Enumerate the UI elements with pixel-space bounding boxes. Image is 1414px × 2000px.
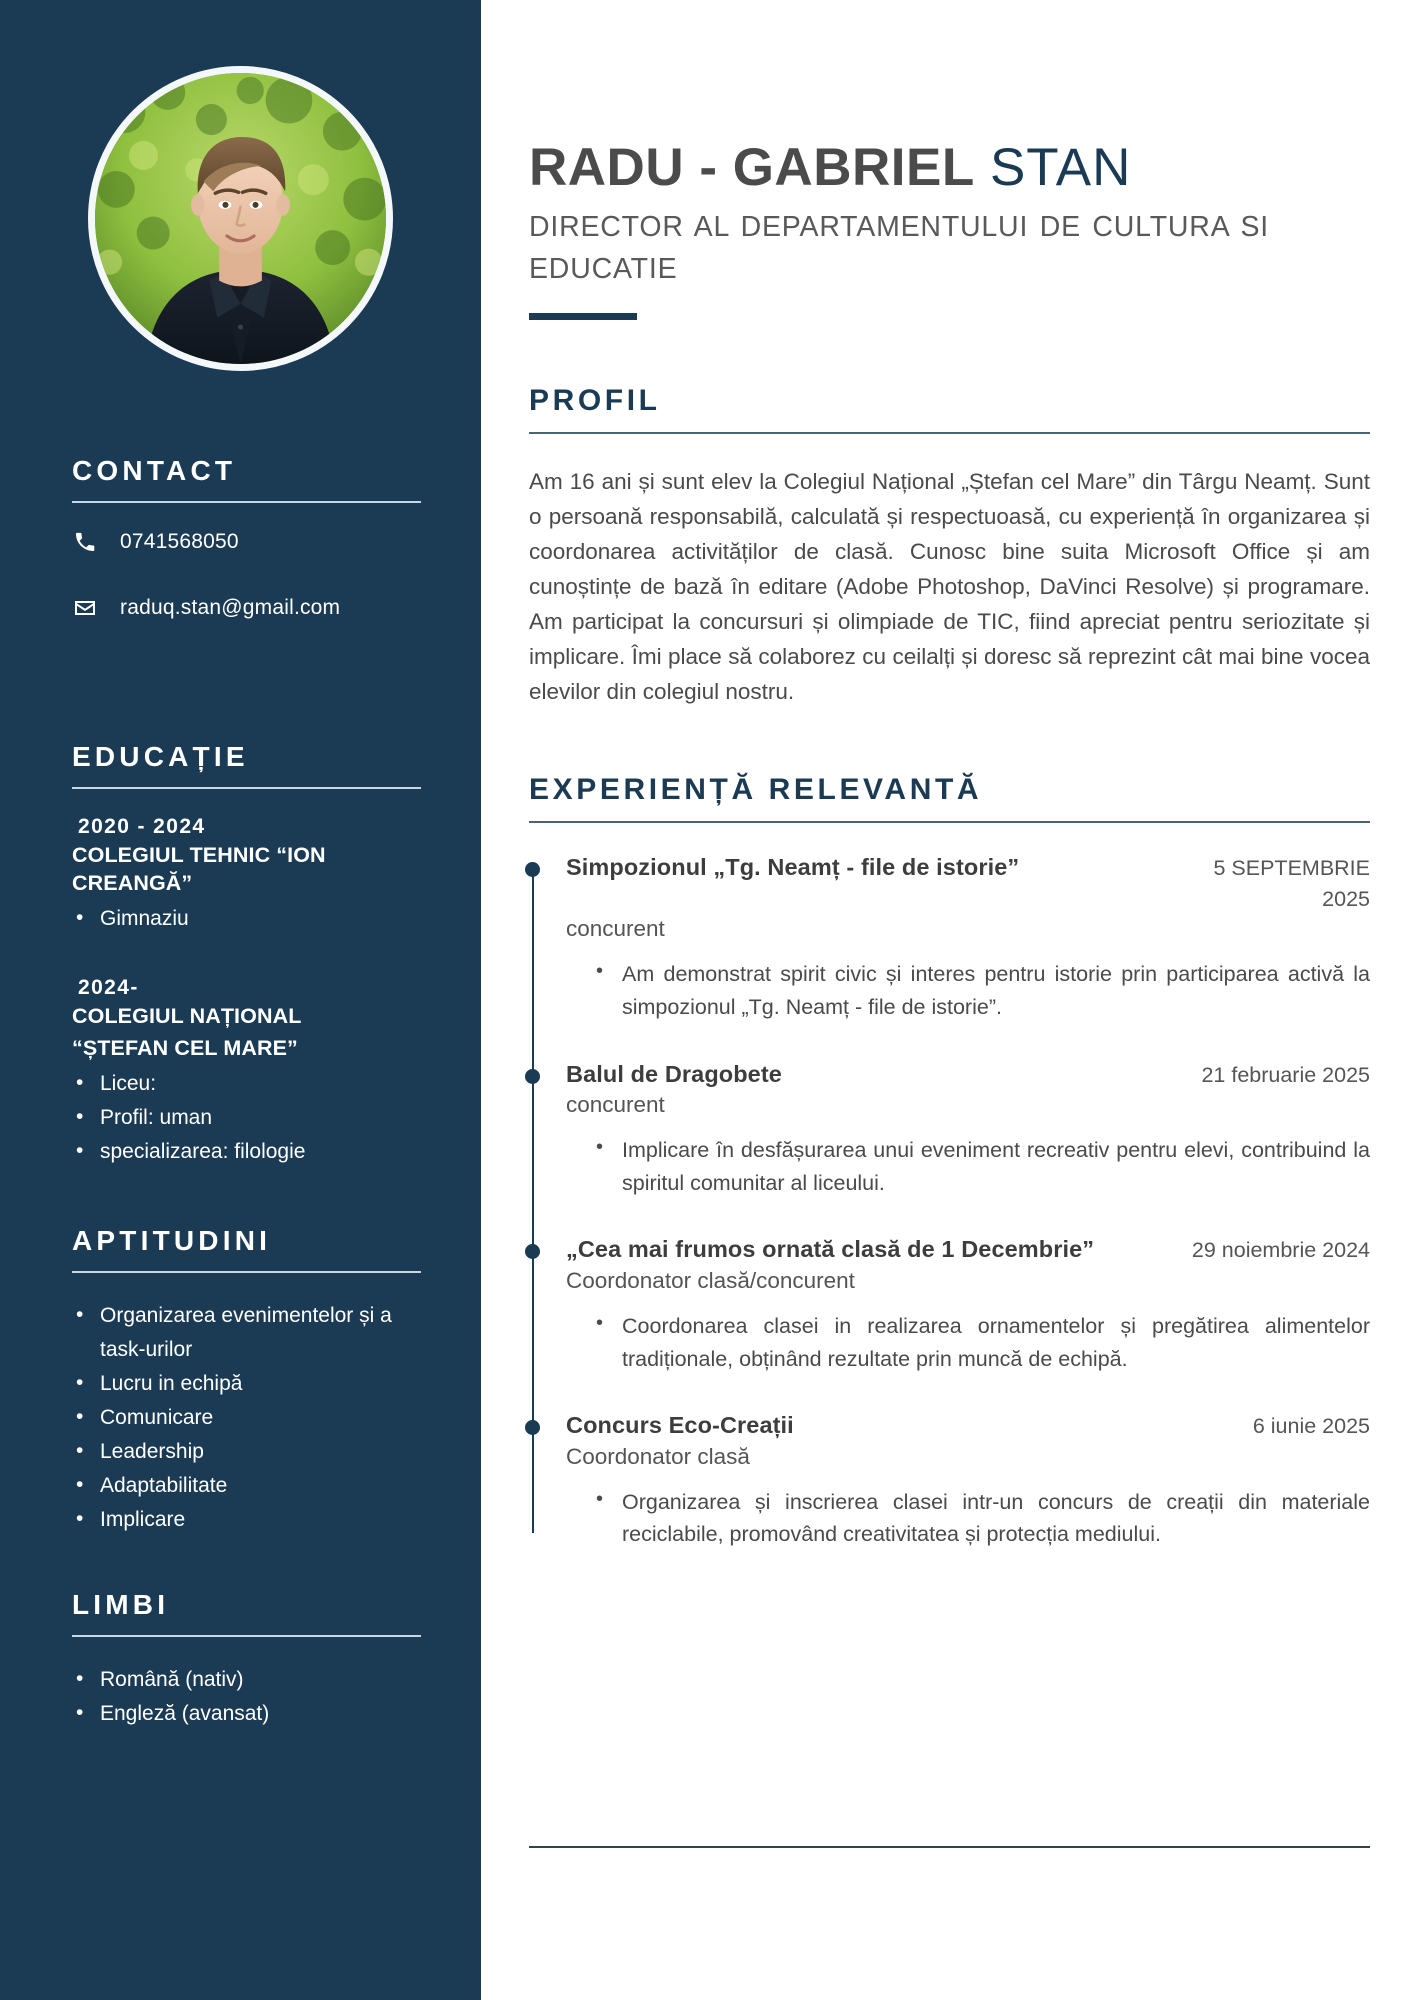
languages-heading: LIMBI bbox=[72, 1588, 170, 1620]
experience-role: concurent bbox=[566, 916, 665, 942]
spacer bbox=[0, 371, 481, 455]
spacer bbox=[0, 705, 481, 741]
list-item: • Comunicare bbox=[72, 1401, 421, 1435]
languages-list bbox=[72, 1663, 421, 1731]
experience-title: Simpozionul „Tg. Neamț - file de istorie” bbox=[566, 854, 1020, 881]
phone-icon bbox=[72, 529, 98, 555]
page-title bbox=[529, 140, 1370, 196]
timeline-dot-icon bbox=[525, 1069, 540, 1084]
list-item: • Lucru in echipă bbox=[72, 1367, 421, 1401]
experience-date: 5 SEPTEMBRIE 2025 bbox=[1213, 856, 1370, 911]
experience-item bbox=[566, 1411, 1370, 1551]
name-first: RADU - GABRIEL bbox=[529, 138, 975, 197]
experience-date: 29 noiembrie 2024 bbox=[1191, 1238, 1370, 1263]
profile-text: Am 16 ani și sunt elev la Colegiul Național „Ștefan cel Mare” din Târgu Neamț. Sunt o persoană responsabilă, calculată și respectuoasă, cu experiență în organizarea și coordonarea activităților de clasă. Cunosc bine suita Microsoft Office și am cunoștințe de bază în editare (Adobe Photoshop, DaVinci Resolve) și programare. Am participat la concursuri și olimpiade de TIC, fiind apreciat pentru seriozitate și implicare. Îmi place să colaborez cu ceilalți și doresc să reprezint cât mai bine vocea elevilor din colegiul nostru. bbox=[529, 468, 1370, 705]
experience-title: „Cea mai frumos ornată clasă de 1 Decembrie” bbox=[566, 1236, 1095, 1263]
education-date: 2024- bbox=[78, 975, 139, 999]
education-school-line2: “ȘTEFAN CEL MARE” bbox=[72, 1036, 298, 1061]
spacer bbox=[0, 1537, 481, 1589]
experience-heading: EXPERIENȚĂ RELEVANTĂ bbox=[529, 773, 983, 807]
skills-list bbox=[72, 1299, 421, 1537]
contact-heading: CONTACT bbox=[72, 455, 237, 486]
list-item: • Profil: uman bbox=[72, 1101, 421, 1135]
experience-item bbox=[566, 853, 1370, 1023]
contact-item-phone[interactable] bbox=[72, 529, 421, 555]
experience-role: concurent bbox=[566, 1092, 665, 1118]
contact-item-email[interactable] bbox=[72, 595, 421, 621]
profile-divider bbox=[529, 432, 1370, 434]
languages-divider bbox=[72, 1635, 421, 1637]
experience-title: Balul de Dragobete bbox=[566, 1060, 782, 1087]
list-item: • Liceu: bbox=[72, 1067, 421, 1101]
experience-date: 21 februarie 2025 bbox=[1201, 1062, 1370, 1087]
phone-value: 0741568050 bbox=[120, 530, 239, 553]
list-item: • Română (nativ) bbox=[72, 1663, 421, 1697]
experience-divider bbox=[529, 821, 1370, 823]
education-school: COLEGIUL TEHNIC “ION CREANGĂ” bbox=[72, 843, 326, 896]
experience-section bbox=[529, 773, 1370, 1551]
education-school-line1: COLEGIUL NAȚIONAL bbox=[72, 1003, 302, 1028]
experience-item bbox=[566, 1235, 1370, 1375]
main-column bbox=[481, 0, 1414, 2000]
contact-section bbox=[0, 455, 481, 621]
list-item: • Engleză (avansat) bbox=[72, 1697, 421, 1731]
email-value: raduq.stan@gmail.com bbox=[120, 596, 341, 619]
contact-divider bbox=[72, 501, 421, 503]
header-block bbox=[529, 0, 1370, 320]
avatar bbox=[88, 66, 393, 371]
languages-section bbox=[0, 1589, 481, 1731]
spacer bbox=[72, 940, 421, 976]
skills-section bbox=[0, 1225, 481, 1537]
list-item: • Gimnaziu bbox=[72, 902, 421, 936]
list-item: • specializarea: filologie bbox=[72, 1135, 421, 1169]
profile-heading: PROFIL bbox=[529, 383, 661, 417]
title-accent-bar bbox=[529, 313, 637, 320]
education-section bbox=[0, 741, 481, 1169]
email-icon bbox=[72, 595, 98, 621]
education-date: 2020 - 2024 bbox=[78, 815, 206, 838]
experience-bullets bbox=[566, 1134, 1370, 1199]
experience-bullets bbox=[566, 1310, 1370, 1375]
experience-header bbox=[566, 1060, 1370, 1091]
photo-container bbox=[0, 0, 481, 371]
experience-bullets bbox=[566, 1486, 1370, 1551]
education-divider bbox=[72, 787, 421, 789]
spacer bbox=[0, 1173, 481, 1225]
portrait-photo-icon bbox=[95, 73, 386, 364]
skills-divider bbox=[72, 1271, 421, 1273]
list-item: • Organizarea evenimentelor și a task-urilor bbox=[72, 1299, 421, 1367]
spacer bbox=[0, 621, 481, 705]
experience-role: Coordonator clasă bbox=[566, 1443, 750, 1469]
timeline-dot-icon bbox=[525, 862, 540, 877]
skills-heading: APTITUDINI bbox=[72, 1224, 272, 1256]
experience-role: Coordonator clasă/concurent bbox=[566, 1267, 855, 1293]
list-item: • Implicare în desfășurarea unui eveniment recreativ pentru elevi, contribuind la spiritul comunitar al liceului. bbox=[622, 1134, 1370, 1199]
job-title: DIRECTOR AL DEPARTAMENTULUI DE CULTURA SI EDUCATIE bbox=[529, 211, 1269, 286]
education-heading: EDUCAȚIE bbox=[72, 741, 249, 772]
profile-section bbox=[529, 384, 1370, 710]
experience-header bbox=[566, 1411, 1370, 1442]
timeline-dot-icon bbox=[525, 1420, 540, 1435]
list-item: • Coordonarea clasei in realizarea ornamentelor și pregătirea alimentelor tradiționale, obținând rezultate prin muncă de echipă. bbox=[622, 1310, 1370, 1375]
list-item: • Implicare bbox=[72, 1503, 421, 1537]
experience-header bbox=[566, 853, 1370, 914]
footer-divider bbox=[529, 1846, 1370, 1848]
experience-header bbox=[566, 1235, 1370, 1266]
experience-item bbox=[566, 1060, 1370, 1200]
education-entry bbox=[72, 815, 421, 936]
name-last: STAN bbox=[989, 138, 1132, 197]
education-details bbox=[72, 902, 421, 936]
list-item: • Am demonstrat spirit civic și interes pentru istorie prin participarea activă la simpozionul „Tg. Neamț - file de istorie”. bbox=[622, 958, 1370, 1023]
list-item: • Adaptabilitate bbox=[72, 1469, 421, 1503]
education-entry bbox=[72, 976, 421, 1169]
list-item: • Organizarea și inscrierea clasei intr-un concurs de creații din materiale reciclabile, promovând creativitatea și protecția mediului. bbox=[622, 1486, 1370, 1551]
experience-bullets bbox=[566, 958, 1370, 1023]
experience-title: Concurs Eco-Creații bbox=[566, 1412, 794, 1439]
timeline-dot-icon bbox=[525, 1244, 540, 1259]
experience-date: 6 iunie 2025 bbox=[1252, 1414, 1370, 1439]
list-item: • Leadership bbox=[72, 1435, 421, 1469]
education-details bbox=[72, 1067, 421, 1169]
experience-timeline bbox=[529, 853, 1370, 1551]
sidebar bbox=[0, 0, 481, 2000]
